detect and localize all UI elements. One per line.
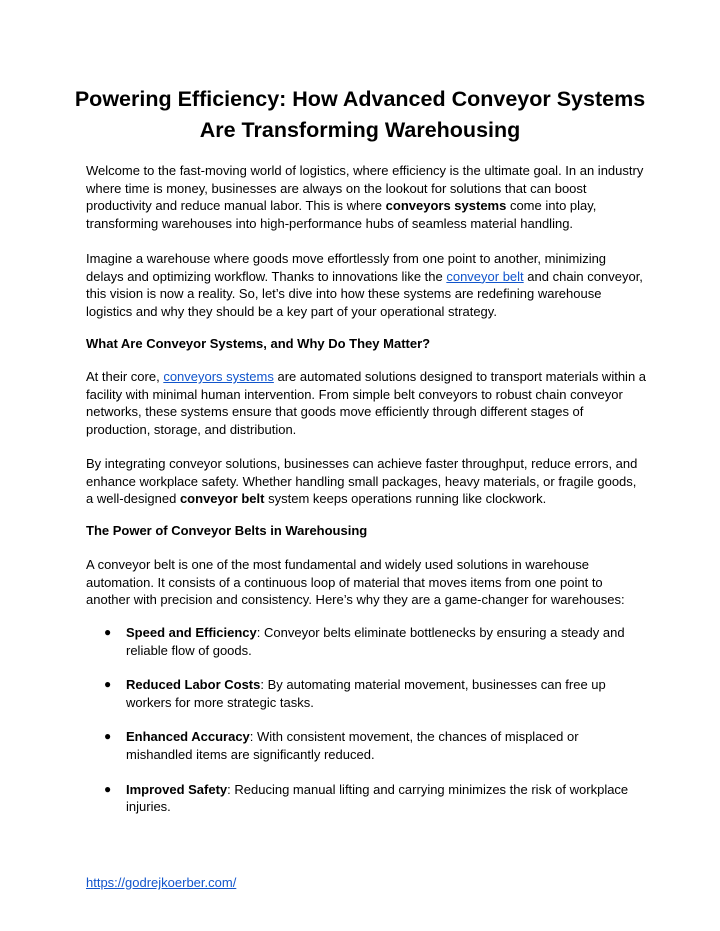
list-item-term: Improved Safety: [126, 781, 228, 797]
para4-text-before: By integrating conveyor solutions, businesses can achieve faster throughput, reduce errors, and enhance workplace safety. Whether handling small packages, heavy materials, or fragile goods, a well-designed: [86, 456, 638, 507]
paragraph-5: A conveyor belt is one of the most fundamental and widely used solutions in warehouse automation. It consists of a continuous loop of material that moves items from one point to another with precision and consistency. Here’s why they are a game-changer for warehouses:: [86, 557, 625, 608]
list-item-term: Enhanced Accuracy: [126, 729, 250, 745]
para2-text-after: and chain conveyor, this vision is now a reality. So, let’s dive into how these systems are redefining warehouse logistics and why they should be a key part of your operational strategy.: [86, 268, 643, 319]
paragraph-2: [86, 250, 646, 320]
intro-text-before: Welcome to the fast-moving world of logistics, where efficiency is the ultimate goal. In an industry where time is money, businesses are always on the lookout for solutions that can boost productivity and reduce manual labor. This is where: [86, 163, 644, 214]
para3-text-before: At their core,: [86, 369, 164, 384]
list-item-term: Reduced Labor Costs: [126, 677, 261, 693]
list-item-term: Speed and Efficiency: [126, 625, 257, 640]
paragraph-4: [86, 455, 646, 508]
para4-text-after: system keeps operations running like clockwork.: [264, 491, 547, 507]
para4-bold-term: conveyor belt: [179, 491, 265, 507]
section-heading-1: What Are Conveyor Systems, and Why Do They Matter?: [86, 336, 431, 351]
bullet-icon: ●: [104, 677, 112, 692]
list-item: [86, 624, 646, 659]
conveyors-systems-link[interactable]: conveyors systems: [163, 369, 274, 384]
list-item-text: : Conveyor belts eliminate bottlenecks by ensuring a steady and reliable flow of goods.: [126, 625, 625, 658]
list-item: [86, 781, 646, 816]
para2-text-before: Imagine a warehouse where goods move effortlessly from one point to another, minimizing delays and optimizing workflow. Thanks to innovations like the: [86, 251, 607, 284]
para3-text-after: are automated solutions designed to transport materials within a facility with minimal human intervention. From simple belt conveyors to robust chain conveyor networks, these systems ensure that goods move efficiently through different stages of production, storage, and distribution.: [86, 369, 647, 437]
list-item-text: : Reducing manual lifting and carrying minimizes the risk of workplace injuries.: [126, 781, 629, 815]
benefits-list: [86, 624, 646, 833]
intro-paragraph: [86, 162, 646, 232]
bullet-icon: ●: [104, 625, 112, 639]
conveyor-belt-link[interactable]: conveyor belt: [446, 268, 524, 284]
document-title: Powering Efficiency: How Advanced Conveyor Systems Are Transforming Warehousing: [74, 87, 646, 142]
bullet-icon: ●: [104, 781, 112, 796]
bullet-icon: ●: [104, 729, 112, 744]
list-item-text: : By automating material movement, businesses can free up workers for more strategic tasks.: [126, 677, 606, 710]
list-item: [86, 728, 646, 763]
intro-text-after: come into play, transforming warehouses into high-performance hubs of seamless material handling.: [86, 198, 597, 231]
footer-website-link[interactable]: https://godrejkoerber.com/: [86, 875, 237, 890]
paragraph-3: [86, 368, 646, 438]
list-item: [86, 676, 646, 711]
section-heading-2: The Power of Conveyor Belts in Warehousing: [86, 523, 368, 538]
intro-bold-term: conveyors systems: [385, 198, 507, 214]
list-item-text: : With consistent movement, the chances of misplaced or mishandled items are significantly reduced.: [126, 729, 579, 762]
